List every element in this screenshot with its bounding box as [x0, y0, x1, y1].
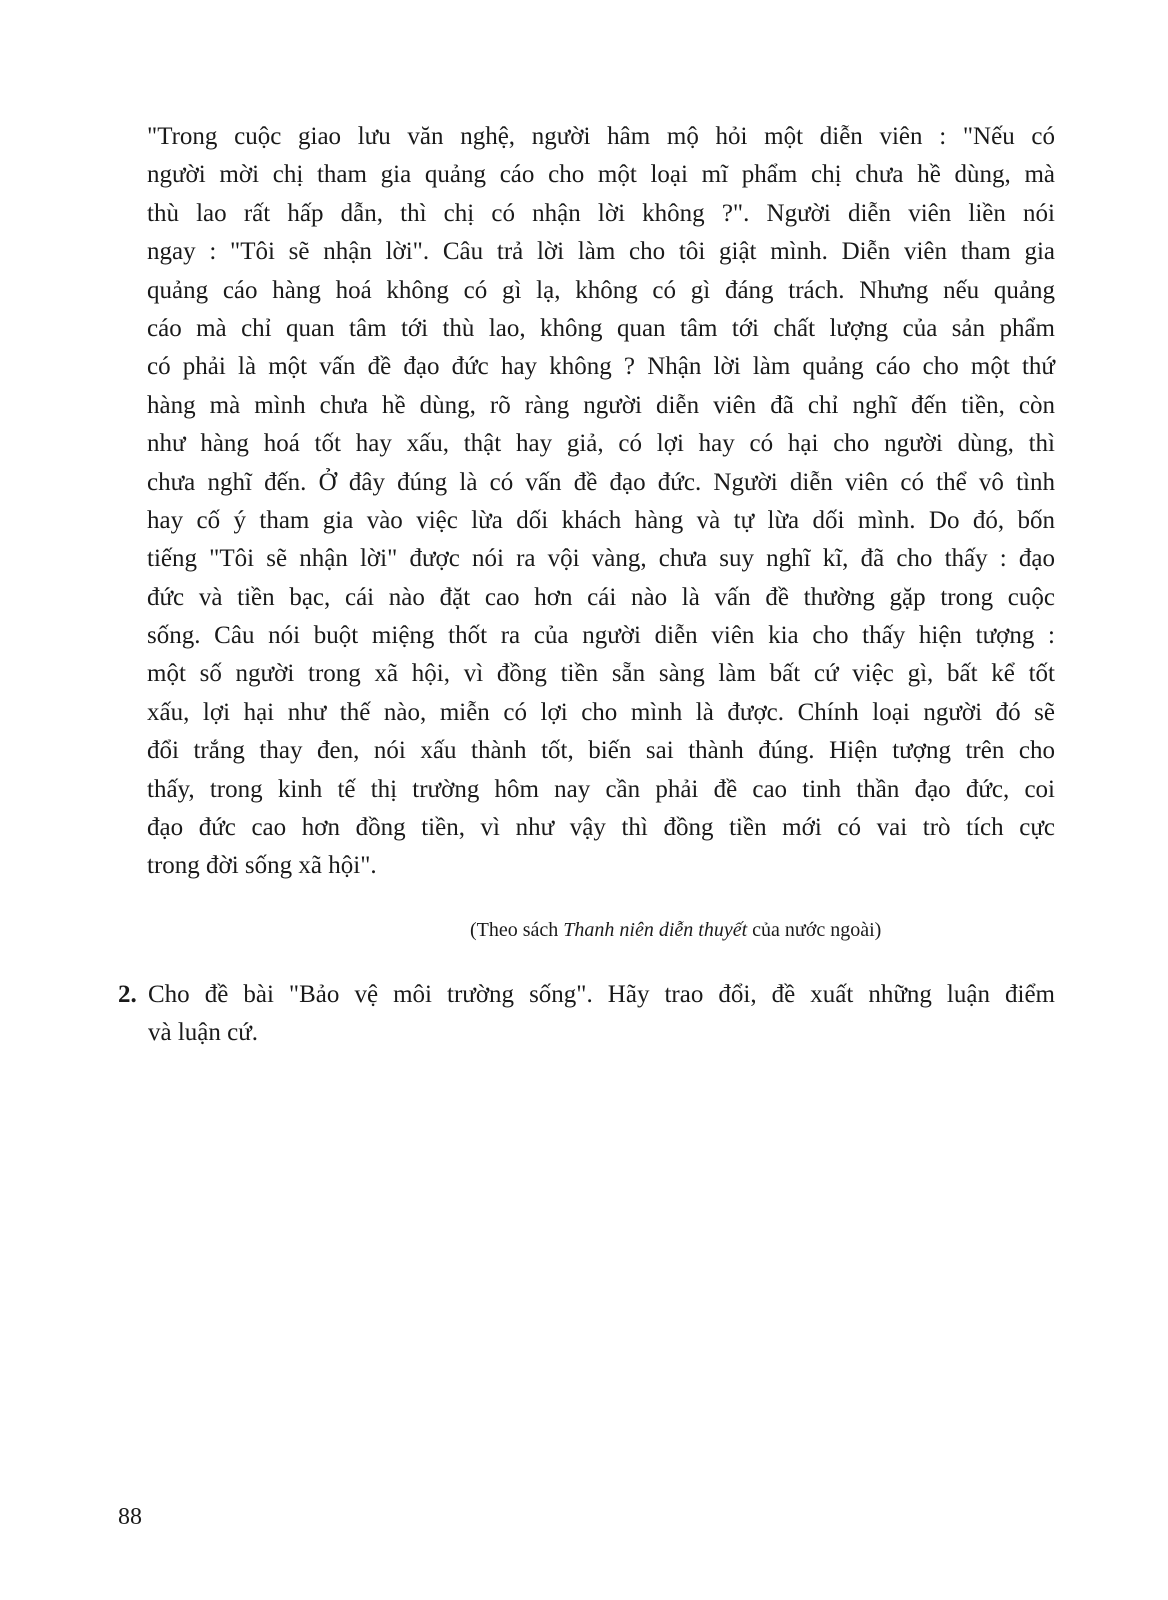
passage-line: tiếng "Tôi sẽ nhận lời" được nói ra vội vàng, chưa suy nghĩ kĩ, đã cho thấy : đạo	[147, 545, 1055, 573]
passage-line: "Trong cuộc giao lưu văn nghệ, người hâm mộ hỏi một diễn viên : "Nếu có	[147, 123, 1055, 150]
passage-line: chưa nghĩ đến. Ở đây đúng là có vấn đề đạo đức. Người diễn viên có thể vô tình	[147, 468, 1055, 496]
passage-line: thù lao rất hấp dẫn, thì chị có nhận lời không ?". Người diễn viên liền nói	[147, 199, 1055, 227]
passage-line: sống. Câu nói buột miệng thốt ra của người diễn viên kia cho thấy hiện tượng :	[147, 622, 1055, 650]
exercise-text	[148, 976, 1055, 1053]
passage-line: đức và tiền bạc, cái nào đặt cao hơn cái nào là vấn đề thường gặp trong cuộc	[147, 583, 1055, 611]
passage-line: hay cố ý tham gia vào việc lừa dối khách hàng và tự lừa dối mình. Do đó, bốn	[147, 506, 1055, 534]
passage-line: ngay : "Tôi sẽ nhận lời". Câu trả lời làm cho tôi giật mình. Diễn viên tham gia	[147, 238, 1055, 266]
passage-line: cáo mà chỉ quan tâm tới thù lao, không quan tâm tới chất lượng của sản phẩm	[147, 314, 1055, 342]
passage-line: quảng cáo hàng hoá không có gì lạ, không có gì đáng trách. Nhưng nếu quảng	[147, 276, 1055, 304]
passage-line: đạo đức cao hơn đồng tiền, vì như vậy thì đồng tiền mới có vai trò tích cực	[147, 814, 1055, 842]
passage-line: đổi trắng thay đen, nói xấu thành tốt, biến sai thành đúng. Hiện tượng trên cho	[147, 737, 1055, 765]
passage-line: như hàng hoá tốt hay xấu, thật hay giả, có lợi hay có hại cho người dùng, thì	[147, 430, 1055, 458]
passage-line: có phải là một vấn đề đạo đức hay không ? Nhận lời làm quảng cáo cho một thứ	[147, 353, 1055, 381]
passage-line: hàng mà mình chưa hề dùng, rõ ràng người diễn viên đã chỉ nghĩ đến tiền, còn	[147, 391, 1055, 419]
passage-line: thấy, trong kinh tế thị trường hôm nay cần phải đề cao tinh thần đạo đức, coi	[147, 775, 1055, 803]
passage-line: người mời chị tham gia quảng cáo cho một loại mĩ phẩm chị chưa hề dùng, mà	[147, 161, 1055, 189]
exercise-line: và luận cứ.	[148, 1019, 259, 1047]
page-number: 88	[118, 1504, 142, 1530]
exercise-number: 2.	[118, 981, 137, 1008]
source-suffix: của nước ngoài)	[747, 919, 882, 941]
passage-line: xấu, lợi hại như thế nào, miễn có lợi cho mình là được. Chính loại người đó sẽ	[147, 698, 1055, 726]
exercise-line: Cho đề bài "Bảo vệ môi trường sống". Hãy trao đổi, đề xuất những luận điểm	[148, 981, 1055, 1008]
quoted-passage	[147, 118, 1055, 886]
source-book-title: Thanh niên diễn thuyết	[563, 919, 748, 941]
passage-line: một số người trong xã hội, vì đồng tiền sẵn sàng làm bất cứ việc gì, bất kể tốt	[147, 660, 1055, 688]
source-citation	[470, 917, 881, 943]
passage-line: trong đời sống xã hội".	[147, 852, 377, 880]
source-prefix: (Theo sách	[470, 919, 564, 941]
